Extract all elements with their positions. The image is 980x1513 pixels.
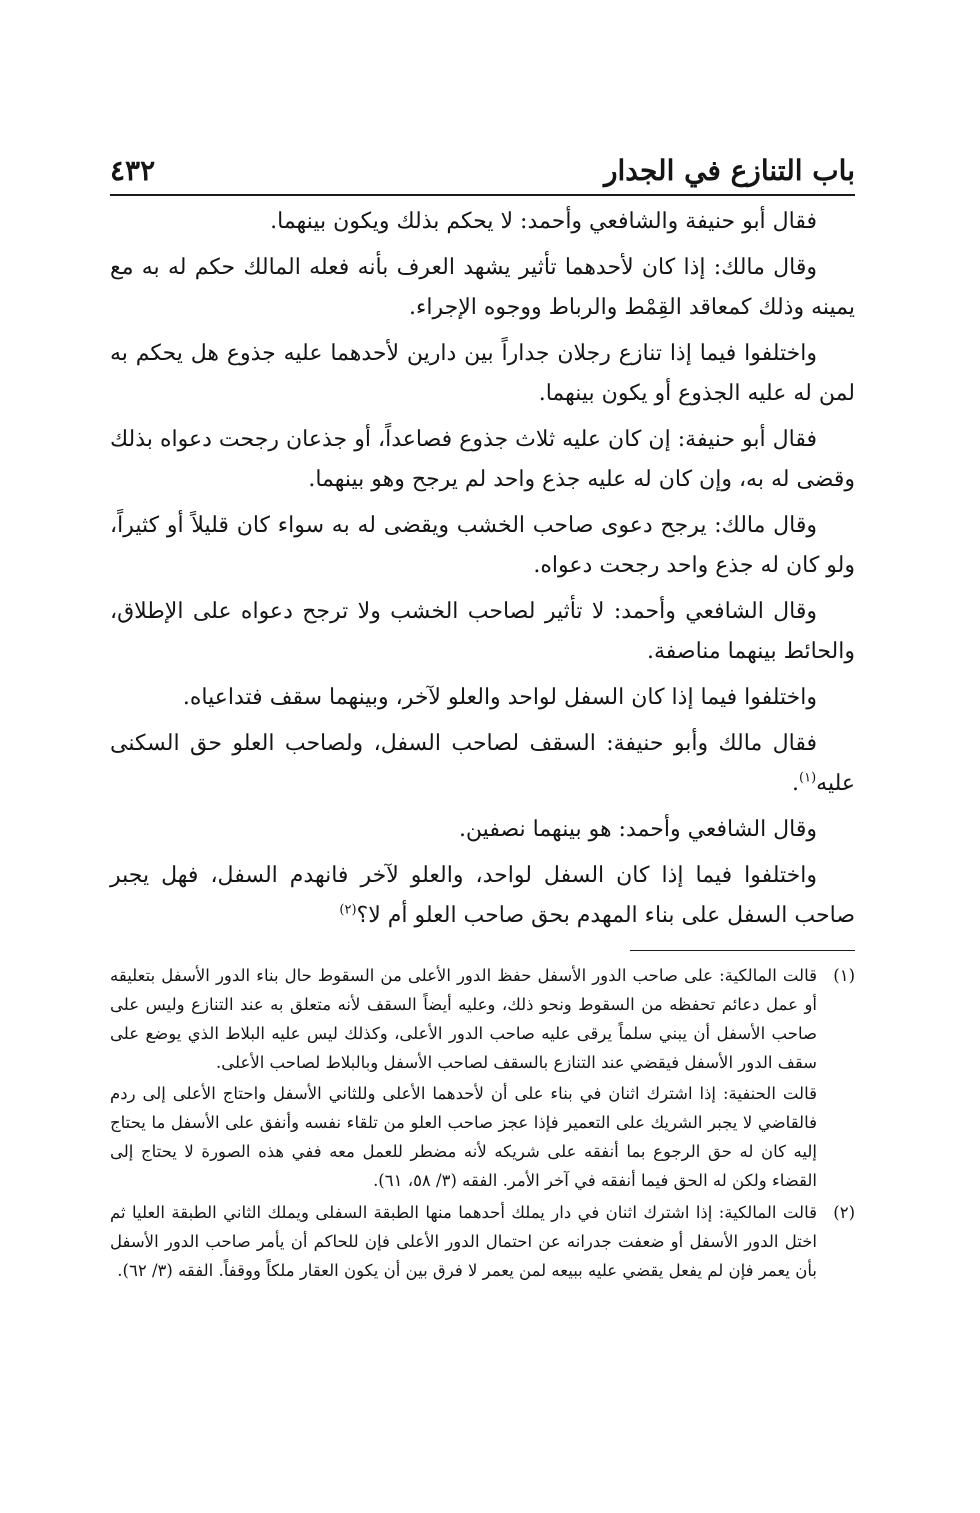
footnote-ref-2[interactable]: (٢) bbox=[339, 902, 357, 918]
paragraph: وقال مالك: إذا كان لأحدهما تأثير يشهد العرف بأنه فعله المالك حكم له به مع يمينه وذلك كمعاقد القِمْط والرباط ووجوه الإجراء. bbox=[110, 255, 855, 320]
page-header bbox=[110, 150, 855, 196]
paragraph: فقال أبو حنيفة والشافعي وأحمد: لا يحكم بذلك ويكون بينهما. bbox=[270, 209, 817, 234]
footnote-2 bbox=[110, 1198, 855, 1285]
chapter-title: باب التنازع في الجدار bbox=[603, 154, 855, 187]
footnotes bbox=[110, 961, 855, 1285]
paragraph: فقال مالك وأبو حنيفة: السقف لصاحب السفل، ولصاحب العلو حق السكنى عليه$^{(١)}$. bbox=[110, 731, 855, 796]
footnote-number: (١) bbox=[833, 966, 855, 985]
paragraph: وقال الشافعي وأحمد: هو بينهما نصفين. bbox=[458, 817, 817, 842]
footnote-1 bbox=[110, 961, 855, 1195]
paragraph: وقال الشافعي وأحمد: لا تأثير لصاحب الخشب ولا ترجح دعواه على الإطلاق، والحائط بينهما مناصفة. bbox=[110, 599, 855, 664]
footnote-ref-1[interactable]: (١) bbox=[799, 770, 817, 786]
paragraph: وقال مالك: يرجح دعوى صاحب الخشب ويقضى له به سواء كان قليلاً أو كثيراً، ولو كان له جذع واحد رجحت دعواه. bbox=[110, 513, 855, 578]
footnote-text: قالت الحنفية: إذا اشترك اثنان في بناء على أن لأحدهما الأعلى وللثاني الأسفل واحتاج الأعلى إلى ردم فالقاضي لا يجبر الشريك على التعمير فإذا عجز صاحب العلو من تلقاء نفسه وأنفق على الأسفل ما يحتاج إليه كان له حق الرجوع بما أنفقه على شريكه لأنه مضطر للعمل معه ففي هذه الصورة لا يحتاج إلى القضاء ولكن له الحق فيما أنفقه في آخر الأمر. الفقه (٣/ ٥٨، ٦١). bbox=[110, 1084, 817, 1190]
page-number: ٤٣٢ bbox=[110, 154, 156, 187]
footnote-text: قالت المالكية: إذا اشترك اثنان في دار يملك أحدهما منها الطبقة السفلى ويملك الثاني الطبقة العليا ثم اختل الدور الأسفل أو ضعفت جدرانه عن احتمال الدور الأعلى فإن للحاكم أن يأمر صاحب الدور الأسفل بأن يعمر فإن لم يفعل يقضي عليه ببيعه لمن يعمر لا فرق بين أن يكون العقار ملكاً ووقفاً. الفقه (٣/ ٦٢). bbox=[110, 1203, 817, 1280]
paragraph: واختلفوا فيما إذا تنازع رجلان جداراً بين دارين لأحدهما عليه جذوع هل يحكم به لمن له عليه الجذوع أو يكون بينهما. bbox=[110, 341, 855, 406]
footnote-number: (٢) bbox=[833, 1203, 855, 1222]
paragraph: فقال أبو حنيفة: إن كان عليه ثلاث جذوع فصاعداً، أو جذعان رجحت دعواه بذلك وقضى له به، وإن كان له عليه جذع واحد لم يرجح وهو بينهما. bbox=[110, 427, 855, 492]
book-page bbox=[110, 150, 855, 1288]
paragraph: واختلفوا فيما إذا كان السفل لواحد والعلو لآخر، وبينهما سقف فتداعياه. bbox=[182, 685, 817, 710]
main-text bbox=[110, 202, 855, 936]
paragraph: واختلفوا فيما إذا كان السفل لواحد، والعلو لآخر فانهدم السفل، فهل يجبر صاحب السفل على بناء المهدم بحق صاحب العلو أم لا؟$^{(٢)}$ bbox=[110, 863, 855, 928]
footnote-divider bbox=[630, 950, 855, 951]
footnote-text: قالت المالكية: على صاحب الدور الأسفل حفظ الدور الأعلى من السقوط حال بناء الدور الأسفل بتعليقه أو عمل دعائم تحفظه من السقوط ونحو ذلك، وعليه أيضاً السقف لأنه متعلق به عند التنازع وليس على صاحب الأسفل أن يبني سلماً يرقى عليه صاحب الدور الأعلى، وكذلك ليس عليه البلاط الذي يوضع على سقف الدور الأسفل فيقضي عند التنازع بالسقف لصاحب الأسفل وبالبلاط لصاحب الأعلى. bbox=[110, 966, 817, 1072]
